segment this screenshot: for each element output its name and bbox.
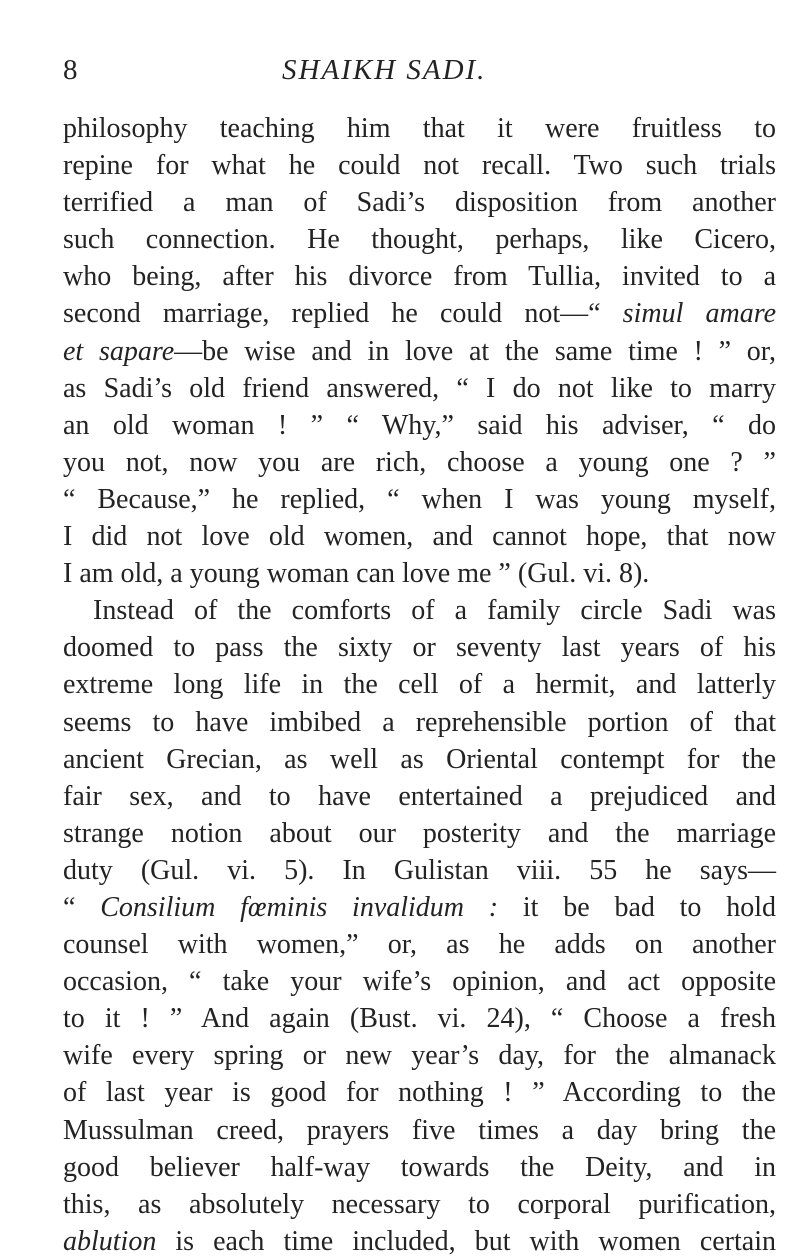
- text-run: Mussulman creed, prayers five times a day bring the: [63, 1114, 776, 1146]
- text-line: [63, 444, 776, 481]
- text-run: ancient Grecian, as well as Oriental contempt for the: [63, 743, 776, 775]
- text-run: occasion, “ take your wife’s opinion, and act opposite: [63, 966, 776, 998]
- text-line: [63, 741, 776, 778]
- text-run: I am old, a young woman can love me ” (Gul. vi. 8).: [63, 558, 650, 590]
- text-line: [63, 221, 776, 258]
- text-run: strange notion about our posterity and the marriage: [63, 817, 776, 849]
- text-line: [63, 258, 776, 295]
- text-line: [63, 704, 776, 741]
- text-line: [63, 1037, 776, 1074]
- text-run: repine for what he could not recall. Two such trials: [63, 150, 776, 182]
- italic-text-run: Consilium fœminis invalidum :: [100, 891, 499, 923]
- text-run: seems to have imbibed a reprehensible portion of that: [63, 706, 776, 738]
- text-line: [63, 1149, 776, 1186]
- text-run: second marriage, replied he could not—“: [63, 298, 623, 330]
- italic-text-run: et sapare: [63, 335, 175, 367]
- text-line: [63, 1112, 776, 1149]
- text-run: good believer half-way towards the Deity, and in: [63, 1151, 776, 1183]
- text-run: an old woman ! ” “ Why,” said his adviser, “ do: [63, 409, 776, 441]
- text-run: I did not love old women, and cannot hope, that now: [63, 521, 776, 553]
- text-line: [63, 963, 776, 1000]
- text-line: [63, 184, 776, 221]
- text-run: it be bad to hold: [498, 891, 776, 923]
- running-head: [63, 50, 763, 90]
- text-line: [63, 147, 776, 184]
- text-line: [63, 555, 776, 592]
- italic-text-run: ablution: [63, 1225, 157, 1257]
- text-run: is each time included, but with women certain: [156, 1225, 776, 1257]
- text-line: [63, 110, 776, 147]
- text-run: you not, now you are rich, choose a young one ? ”: [63, 446, 776, 478]
- text-line: [63, 1223, 776, 1260]
- text-line: [63, 666, 776, 703]
- body-text: [63, 110, 776, 1260]
- text-line: [63, 295, 776, 332]
- text-run: Instead of the comforts of a family circle Sadi was: [93, 595, 776, 627]
- text-run: —be wise and in love at the same time ! ” or,: [174, 335, 776, 367]
- text-line: [63, 852, 776, 889]
- text-run: doomed to pass the sixty or seventy last years of his: [63, 632, 776, 664]
- page-number: 8: [63, 54, 78, 86]
- text-line: [63, 370, 776, 407]
- text-run: terrified a man of Sadi’s disposition from another: [63, 187, 776, 219]
- text-line: [63, 333, 776, 370]
- text-run: as Sadi’s old friend answered, “ I do not like to marry: [63, 372, 776, 404]
- text-line: [63, 1186, 776, 1223]
- text-run: duty (Gul. vi. 5). In Gulistan viii. 55 he says—: [63, 854, 776, 886]
- text-line: [63, 889, 776, 926]
- text-run: to it ! ” And again (Bust. vi. 24), “ Choose a fresh: [63, 1003, 776, 1035]
- text-line: [63, 481, 776, 518]
- text-run: “ Because,” he replied, “ when I was young myself,: [63, 483, 776, 515]
- text-run: “: [63, 891, 101, 923]
- text-line: [63, 778, 776, 815]
- text-run: this, as absolutely necessary to corporal purification,: [63, 1188, 776, 1220]
- text-line: [63, 1000, 776, 1037]
- text-line: [63, 407, 776, 444]
- text-run: who being, after his divorce from Tullia, invited to a: [63, 261, 776, 293]
- text-line: [63, 926, 776, 963]
- text-line: [63, 592, 776, 629]
- text-run: of last year is good for nothing ! ” According to the: [63, 1077, 776, 1109]
- text-run: philosophy teaching him that it were fruitless to: [63, 113, 776, 144]
- text-line: [63, 518, 776, 555]
- text-run: wife every spring or new year’s day, for the almanack: [63, 1040, 776, 1072]
- text-run: extreme long life in the cell of a hermit, and latterly: [63, 669, 776, 701]
- text-line: [63, 815, 776, 852]
- running-title: SHAIKH SADI.: [282, 54, 487, 86]
- text-run: such connection. He thought, perhaps, like Cicero,: [63, 224, 776, 256]
- text-run: fair sex, and to have entertained a prejudiced and: [63, 780, 776, 812]
- text-line: [63, 1074, 776, 1111]
- text-run: counsel with women,” or, as he adds on another: [63, 929, 776, 961]
- text-line: [63, 629, 776, 666]
- italic-text-run: simul amare: [622, 298, 776, 330]
